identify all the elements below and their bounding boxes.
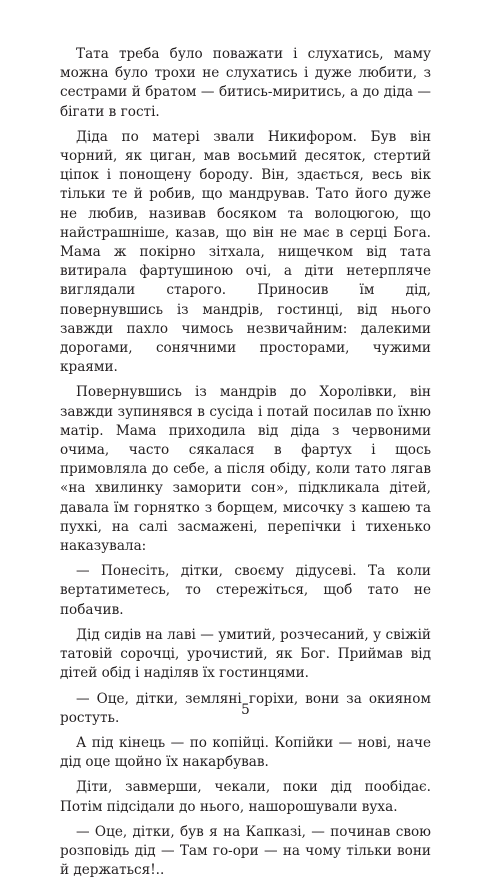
paragraph-6: — Оце, дітки, земляні горіхи, вони за окияном ростуть. [60, 690, 431, 726]
body-text [60, 45, 431, 880]
page-number: 5 [241, 702, 250, 718]
paragraph-9: — Оце, дітки, був я на Капказі, — починав свою розповідь дід — Там го-ори — на чому тільки вони й держаться!.. [60, 823, 431, 879]
paragraph-2: Діда по матері звали Никифором. Був він чорний, як циган, мав восьмий десяток, стертий ціпок і понощену бороду. Він, здається, весь вік тільки те й робив, що мандрував. Тато його дуже не любив, називав босяком та волоцюгою, що найстрашніше, казав, що він не має в серці Бога. Мама ж покірно зітхала, нищечком від тата витирала фартушиною очі, а діти нетерпляче виглядали старого. Приносив їм дід, повернувшись із мандрів, гостинці, від нього завжди пахло чимось незвичайним: далекими дорогами, сонячними просторами, чужими краями. [60, 128, 431, 376]
paragraph-8: Діти, завмерши, чекали, поки дід пообідає. Потім підсідали до нього, нашорошували вуха. [60, 779, 431, 815]
paragraph-3: Повернувшись із мандрів до Хоролівки, він завжди зупинявся в сусіда і потай посилав по їхню матір. Мама приходила від діда з червоними очима, часто сякалася в фартух і щось примовляла до себе, а після обіду, коли тато лягав «на хвилинку заморити сон», підкликала дітей, давала їм горнятко з борщем, мисочку з кашею та пухкі, на салі засмажені, перепічки і тихенько наказувала: [60, 384, 431, 555]
paragraph-7: А під кінець — по копійці. Копійки — нові, наче дід оце щойно їх накарбував. [60, 734, 431, 771]
paragraph-4: — Понесіть, дітки, своєму дідусеві. Та коли вертатиметесь, то стережіться, щоб тато не побачив. [60, 563, 431, 618]
paragraph-5: Дід сидів на лаві — умитий, розчесаний, у свіжій татовій сорочці, урочистий, як Бог. Приймав від дітей обід і наділяв їх гостинцями. [60, 626, 431, 682]
paragraph-1: Тата треба було поважати і слухатись, маму можна було трохи не слухатись і дуже любити, з сестрами й братом — битись-миритись, а до діда — бігати в гості. [60, 46, 431, 120]
